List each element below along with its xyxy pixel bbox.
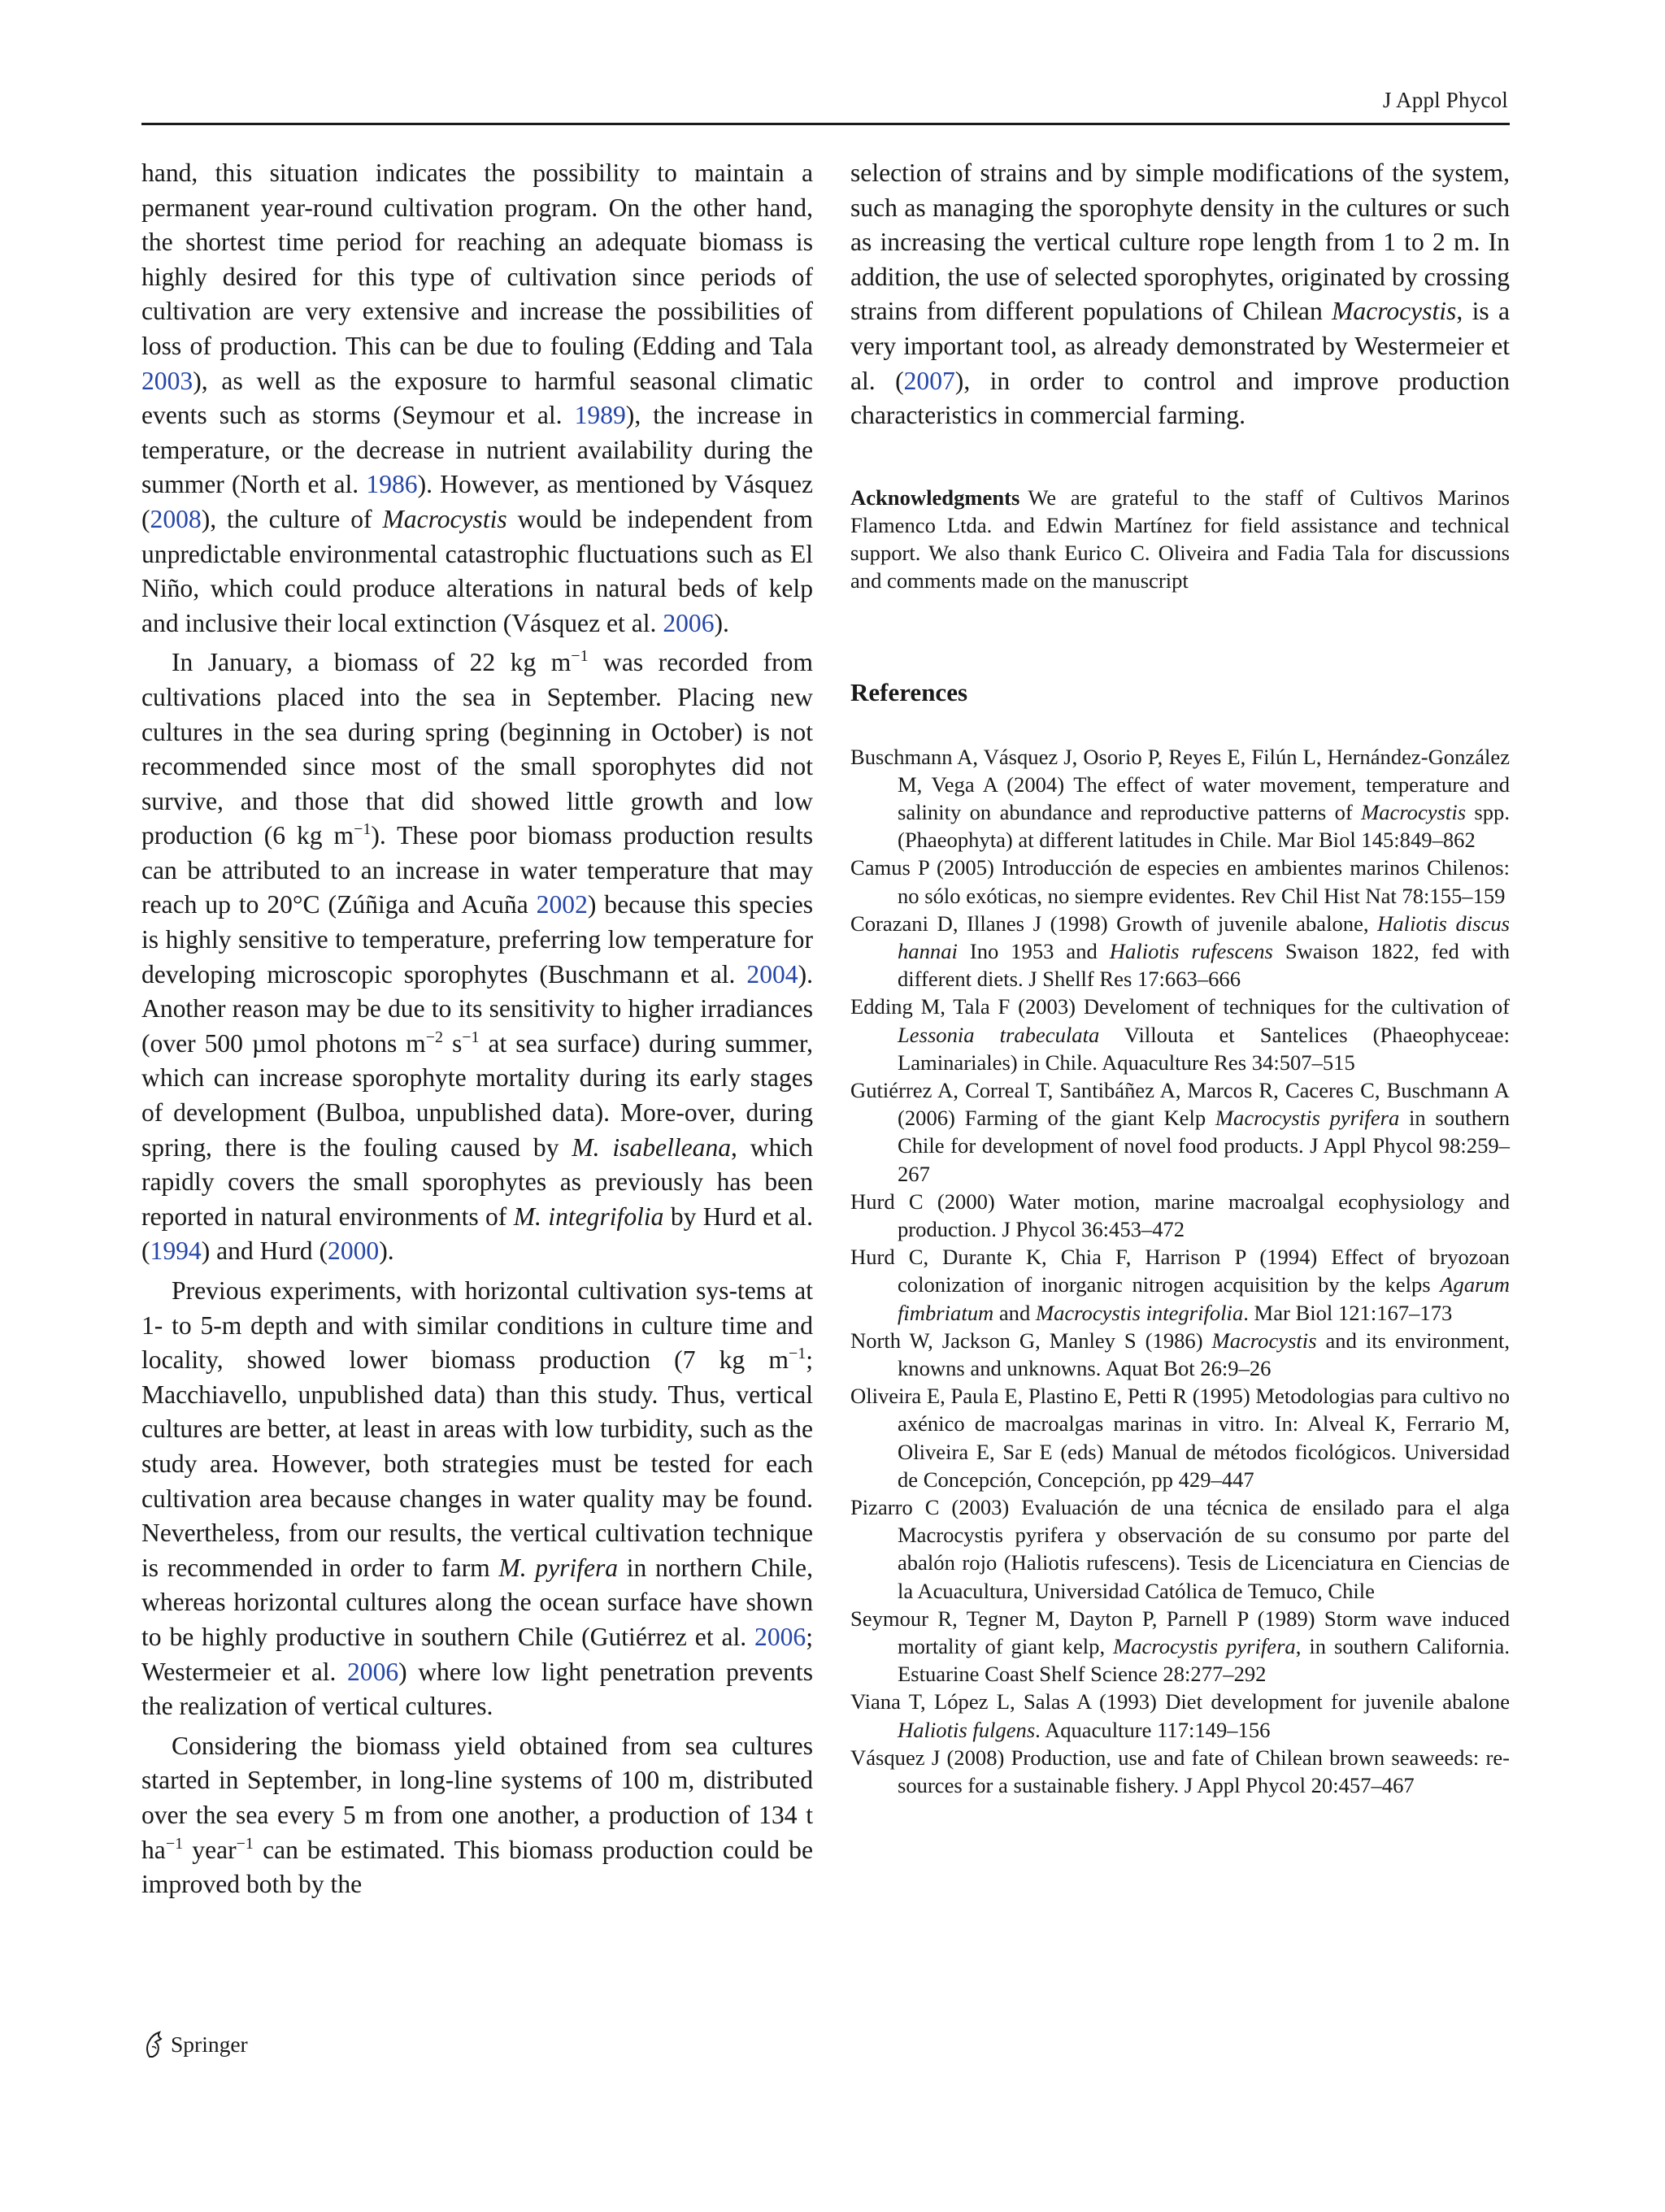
reference-item [850, 1243, 1510, 1327]
text-run: ). [714, 608, 729, 637]
reference-item [850, 743, 1510, 854]
text-run: by Hurd et al. ( [141, 1202, 813, 1266]
reference-item [850, 1382, 1510, 1493]
citation-link[interactable]: 1989 [574, 401, 626, 430]
italic-term: Macrocystis pyrifera [1215, 1106, 1400, 1131]
italic-term: Macrocystis [1211, 1328, 1317, 1353]
text-run: Oliveira E, Paula E, Plastino E, Petti R (1995) Metodologias para cultivo no axénico de macroalgas marinas in vitro. In: Alveal K, Ferrario M, Oliveira E, Sar E (eds) Manual de métodos ficológicos. Universidad de Concepción, Concepción, pp 429–447 [850, 1384, 1510, 1492]
text-run: ), as well as the exposure to harmful seasonal climatic events such as storms (Seymour et al. [141, 366, 813, 430]
citation-link[interactable]: 2006 [346, 1657, 399, 1686]
text-run: spp. (Phaeophyta) at different latitudes in Chile. Mar Biol 145:849–862 [898, 799, 1510, 853]
text-run: , which rapidly covers the small sporophytes as previously has been reported in natural environments of [141, 1132, 813, 1231]
springer-horse-icon [141, 2031, 166, 2058]
running-head: J Appl Phycol [1382, 88, 1508, 112]
right-column [850, 156, 1510, 1799]
citation-link[interactable]: 2002 [536, 890, 588, 919]
text-run: Hurd C, Durante K, Chia F, Harrison P (1994) Effect of bryozoan colonization of inorganic nitrogen acquisition by the kelps [850, 1245, 1510, 1297]
text-run: Ino 1953 and [957, 938, 1110, 963]
text-run: s [443, 1028, 463, 1058]
citation-link[interactable]: 2008 [150, 504, 202, 533]
italic-term: M. integrifolia [513, 1202, 664, 1231]
citation-link[interactable]: 1986 [366, 470, 418, 499]
reference-item [850, 1605, 1510, 1688]
acknowledgments [850, 484, 1510, 595]
reference-list [850, 743, 1510, 1800]
text-run: ) because this species is highly sensitive to temperature, preferring low temperature for developing microscopic sporophytes (Buschmann et al. [141, 890, 814, 989]
text-run: ). These poor biomass production results can be attributed to an increase in water temperature that may reach up to 20°C (Zúñiga and Acuña [141, 821, 813, 919]
superscript: −1 [788, 1345, 806, 1363]
text-run: . Aquaculture 117:149–156 [1035, 1717, 1271, 1742]
paragraph [141, 1729, 813, 1902]
citation-link[interactable]: 1994 [150, 1236, 202, 1266]
citation-link[interactable]: 2000 [328, 1236, 380, 1266]
text-run: Villouta et Santelices (Phaeophyceae: Laminariales) in Chile. Aquaculture Res 34:507–515 [898, 1022, 1510, 1075]
text-run: Edding M, Tala F (2003) Develoment of techniques for the cultivation of [850, 994, 1510, 1019]
text-run: ) where low light penetration prevents the realization of vertical cultures. [141, 1657, 814, 1721]
text-run: Gutiérrez A, Correal T, Santibáñez A, Marcos R, Caceres C, Buschmann A (2006) Farming of the giant Kelp [850, 1078, 1510, 1131]
text-run: ; Westermeier et al. [141, 1622, 813, 1686]
text-run: In January, a biomass of 22 kg m [172, 648, 572, 677]
italic-term: Agarum fimbriatum [898, 1272, 1510, 1325]
italic-term: Macrocystis pyrifera [1113, 1634, 1296, 1659]
text-run: ), the increase in temperature, or the decrease in nutrient availability during the summer (North et al. [141, 401, 813, 499]
publisher-name: Springer [171, 2032, 248, 2057]
text-run: can be estimated. This biomass production could be improved both by the [141, 1835, 813, 1899]
italic-term: Macrocystis [1361, 799, 1467, 824]
text-run: Camus P (2005) Introducción de especies en ambientes marinos Chilenos: no sólo exóticas, no siempre evidentes. Rev Chil Hist Nat 78:155–159 [850, 855, 1510, 908]
text-run: and [993, 1300, 1036, 1325]
text-run: Vásquez J (2008) Production, use and fate of Chilean brown seaweeds: re-sources for a sustainable fishery. J Appl Phycol 20:457–467 [850, 1745, 1510, 1798]
citation-link[interactable]: 2006 [754, 1622, 806, 1651]
header-rule [141, 123, 1510, 125]
italic-term: Macrocystis integrifolia [1035, 1300, 1244, 1325]
text-run: would be independent from unpredictable environmental catastrophic fluctuations such as El Niño, which could produce alterations in natural beds of kelp and inclusive their local extinction (Vásquez et al. [141, 504, 813, 637]
italic-term: Haliotis discus hannai [898, 910, 1511, 963]
text-run: North W, Jackson G, Manley S (1986) [850, 1328, 1212, 1353]
text-run: Viana T, López L, Salas A (1993) Diet development for juvenile abalone [850, 1689, 1510, 1714]
italic-term: Macrocystis [382, 504, 507, 533]
reference-item [850, 854, 1510, 909]
text-run: , is a very important tool, as already demonstrated by Westermeier et al. ( [850, 297, 1510, 395]
reference-item [850, 1327, 1510, 1382]
paragraph [141, 1274, 813, 1724]
text-run: in northern Chile, whereas horizontal cultures along the ocean surface have shown to be highly productive in southern Chile (Gutiérrez et al. [141, 1553, 813, 1651]
reference-item [850, 1744, 1510, 1799]
citation-link[interactable]: 2006 [663, 608, 715, 637]
text-run: ). [379, 1236, 394, 1266]
citation-link[interactable]: 2007 [903, 366, 955, 395]
reference-item [850, 1688, 1510, 1743]
text-run: year [183, 1835, 237, 1864]
text-run: Pizarro C (2003) Evaluación de una técnica de ensilado para el alga Macrocystis pyrifera y observación de su consumo por parte del abalón rojo (Haliotis rufescens). Tesis de Licenciatura en Ciencias de la Acuacultura, Universidad Católica de Temuco, Chile [850, 1495, 1510, 1603]
italic-term: M. isabelleana [572, 1132, 732, 1162]
text-run: in southern Chile for development of novel food products. J Appl Phycol 98:259–267 [898, 1106, 1510, 1186]
text-run: Buschmann A, Vásquez J, Osorio P, Reyes E, Filún L, Hernández-González M, Vega A (2004) The effect of water movement, temperature and salinity on abundance and reproductive patterns of [850, 744, 1510, 824]
references-heading: References [850, 677, 968, 706]
superscript: −1 [165, 1834, 184, 1853]
italic-term: Haliotis fulgens [898, 1717, 1036, 1742]
text-run: Considering the biomass yield obtained from sea cultures started in September, in long-line systems of 100 m, distributed over the sea every 5 m from one another, a production of 134 t ha [141, 1731, 813, 1864]
text-run: was recorded from cultivations placed into the sea in September. Placing new cultures in the sea during spring (beginning in October) is not recommended since most of the small sporophytes did not survive, and those that did showed little growth and low production (6 kg m [141, 648, 813, 850]
text-run: Corazani D, Illanes J (1998) Growth of juvenile abalone, [850, 910, 1378, 936]
reference-item [850, 993, 1510, 1076]
text-run: ; Macchiavello, unpublished data) than this study. Thus, vertical cultures are better, at least in areas with low turbidity, such as the study area. However, both strategies must be tested for each cultivation area because changes in water quality may be found. Nevertheless, from our results, the vertical cultivation technique is recommended in order to farm [141, 1345, 813, 1582]
superscript: −2 [425, 1028, 444, 1046]
superscript: −1 [354, 820, 372, 839]
superscript: −1 [571, 647, 589, 666]
paragraph [141, 156, 813, 641]
text-run: Previous experiments, with horizontal cultivation sys-tems at 1- to 5-m depth and with similar conditions in culture time and locality, showed lower biomass production (7 kg m [141, 1276, 813, 1375]
text-run: . Mar Biol 121:167–173 [1243, 1300, 1453, 1325]
superscript: −1 [236, 1834, 254, 1853]
text-run: Seymour R, Tegner M, Dayton P, Parnell P (1989) Storm wave induced mortality of giant kelp, [850, 1606, 1510, 1659]
acknowledgments-text: We are grateful to the staff of Cultivos Marinos Flamenco Ltda. and Edwin Martínez for field assistance and technical support. We also thank Eurico C. Oliveira and Fadia Tala for discussions and comments made on the manuscript [850, 485, 1510, 593]
citation-link[interactable]: 2003 [141, 366, 193, 395]
citation-link[interactable]: 2004 [746, 959, 798, 989]
text-run: at sea surface) during summer, which can increase sporophyte mortality during its early stages of development (Bulboa, unpublished data). More-over, during spring, there is the fouling caused by [141, 1028, 813, 1162]
text-run: ), in order to control and improve production characteristics in commercial farming. [850, 366, 1510, 430]
text-run: ) and Hurd ( [201, 1236, 328, 1266]
italic-term: Lessonia trabeculata [898, 1022, 1100, 1047]
reference-item [850, 1188, 1510, 1243]
footer [141, 2031, 248, 2058]
reference-item [850, 1493, 1510, 1605]
left-column [141, 156, 813, 1902]
text-run: selection of strains and by simple modifications of the system, such as managing the sporophyte density in the cultures or such as increasing the vertical culture rope length from 1 to 2 m. In addition, the use of selected sporophytes, originated by crossing strains from different populations of Chilean [850, 159, 1510, 326]
text-run: Swaison 1822, fed with different diets. J Shellf Res 17:663–666 [898, 938, 1511, 992]
italic-term: Haliotis rufescens [1109, 938, 1273, 963]
reference-item [850, 910, 1510, 993]
text-run: Hurd C (2000) Water motion, marine macroalgal ecophysiology and production. J Phycol 36:453–472 [850, 1189, 1510, 1242]
text-run: and its environment, knowns and unknowns. Aquat Bot 26:9–26 [898, 1328, 1510, 1381]
text-run: ), the culture of [201, 504, 383, 533]
text-run: hand, this situation indicates the possibility to maintain a permanent year-round cultivation program. On the other hand, the shortest time period for reaching an adequate biomass is highly desired for this type of cultivation since periods of cultivation are very extensive and increase the possibilities of loss of production. This can be due to fouling (Edding and Tala [141, 159, 813, 360]
text-run: ). Another reason may be due to its sensitivity to higher irradiances (over 500 µmol photons m [141, 959, 813, 1058]
italic-term: M. pyrifera [498, 1553, 619, 1582]
text-run: , in southern California. Estuarine Coast Shelf Science 28:277–292 [898, 1634, 1510, 1687]
paragraph [141, 645, 813, 1269]
italic-term: Macrocystis [1332, 297, 1457, 326]
acknowledgments-title: Acknowledgments [850, 485, 1020, 510]
paragraph [850, 156, 1510, 433]
reference-item [850, 1076, 1510, 1188]
text-run: ). However, as mentioned by Vásquez ( [141, 470, 813, 533]
superscript: −1 [462, 1028, 480, 1046]
